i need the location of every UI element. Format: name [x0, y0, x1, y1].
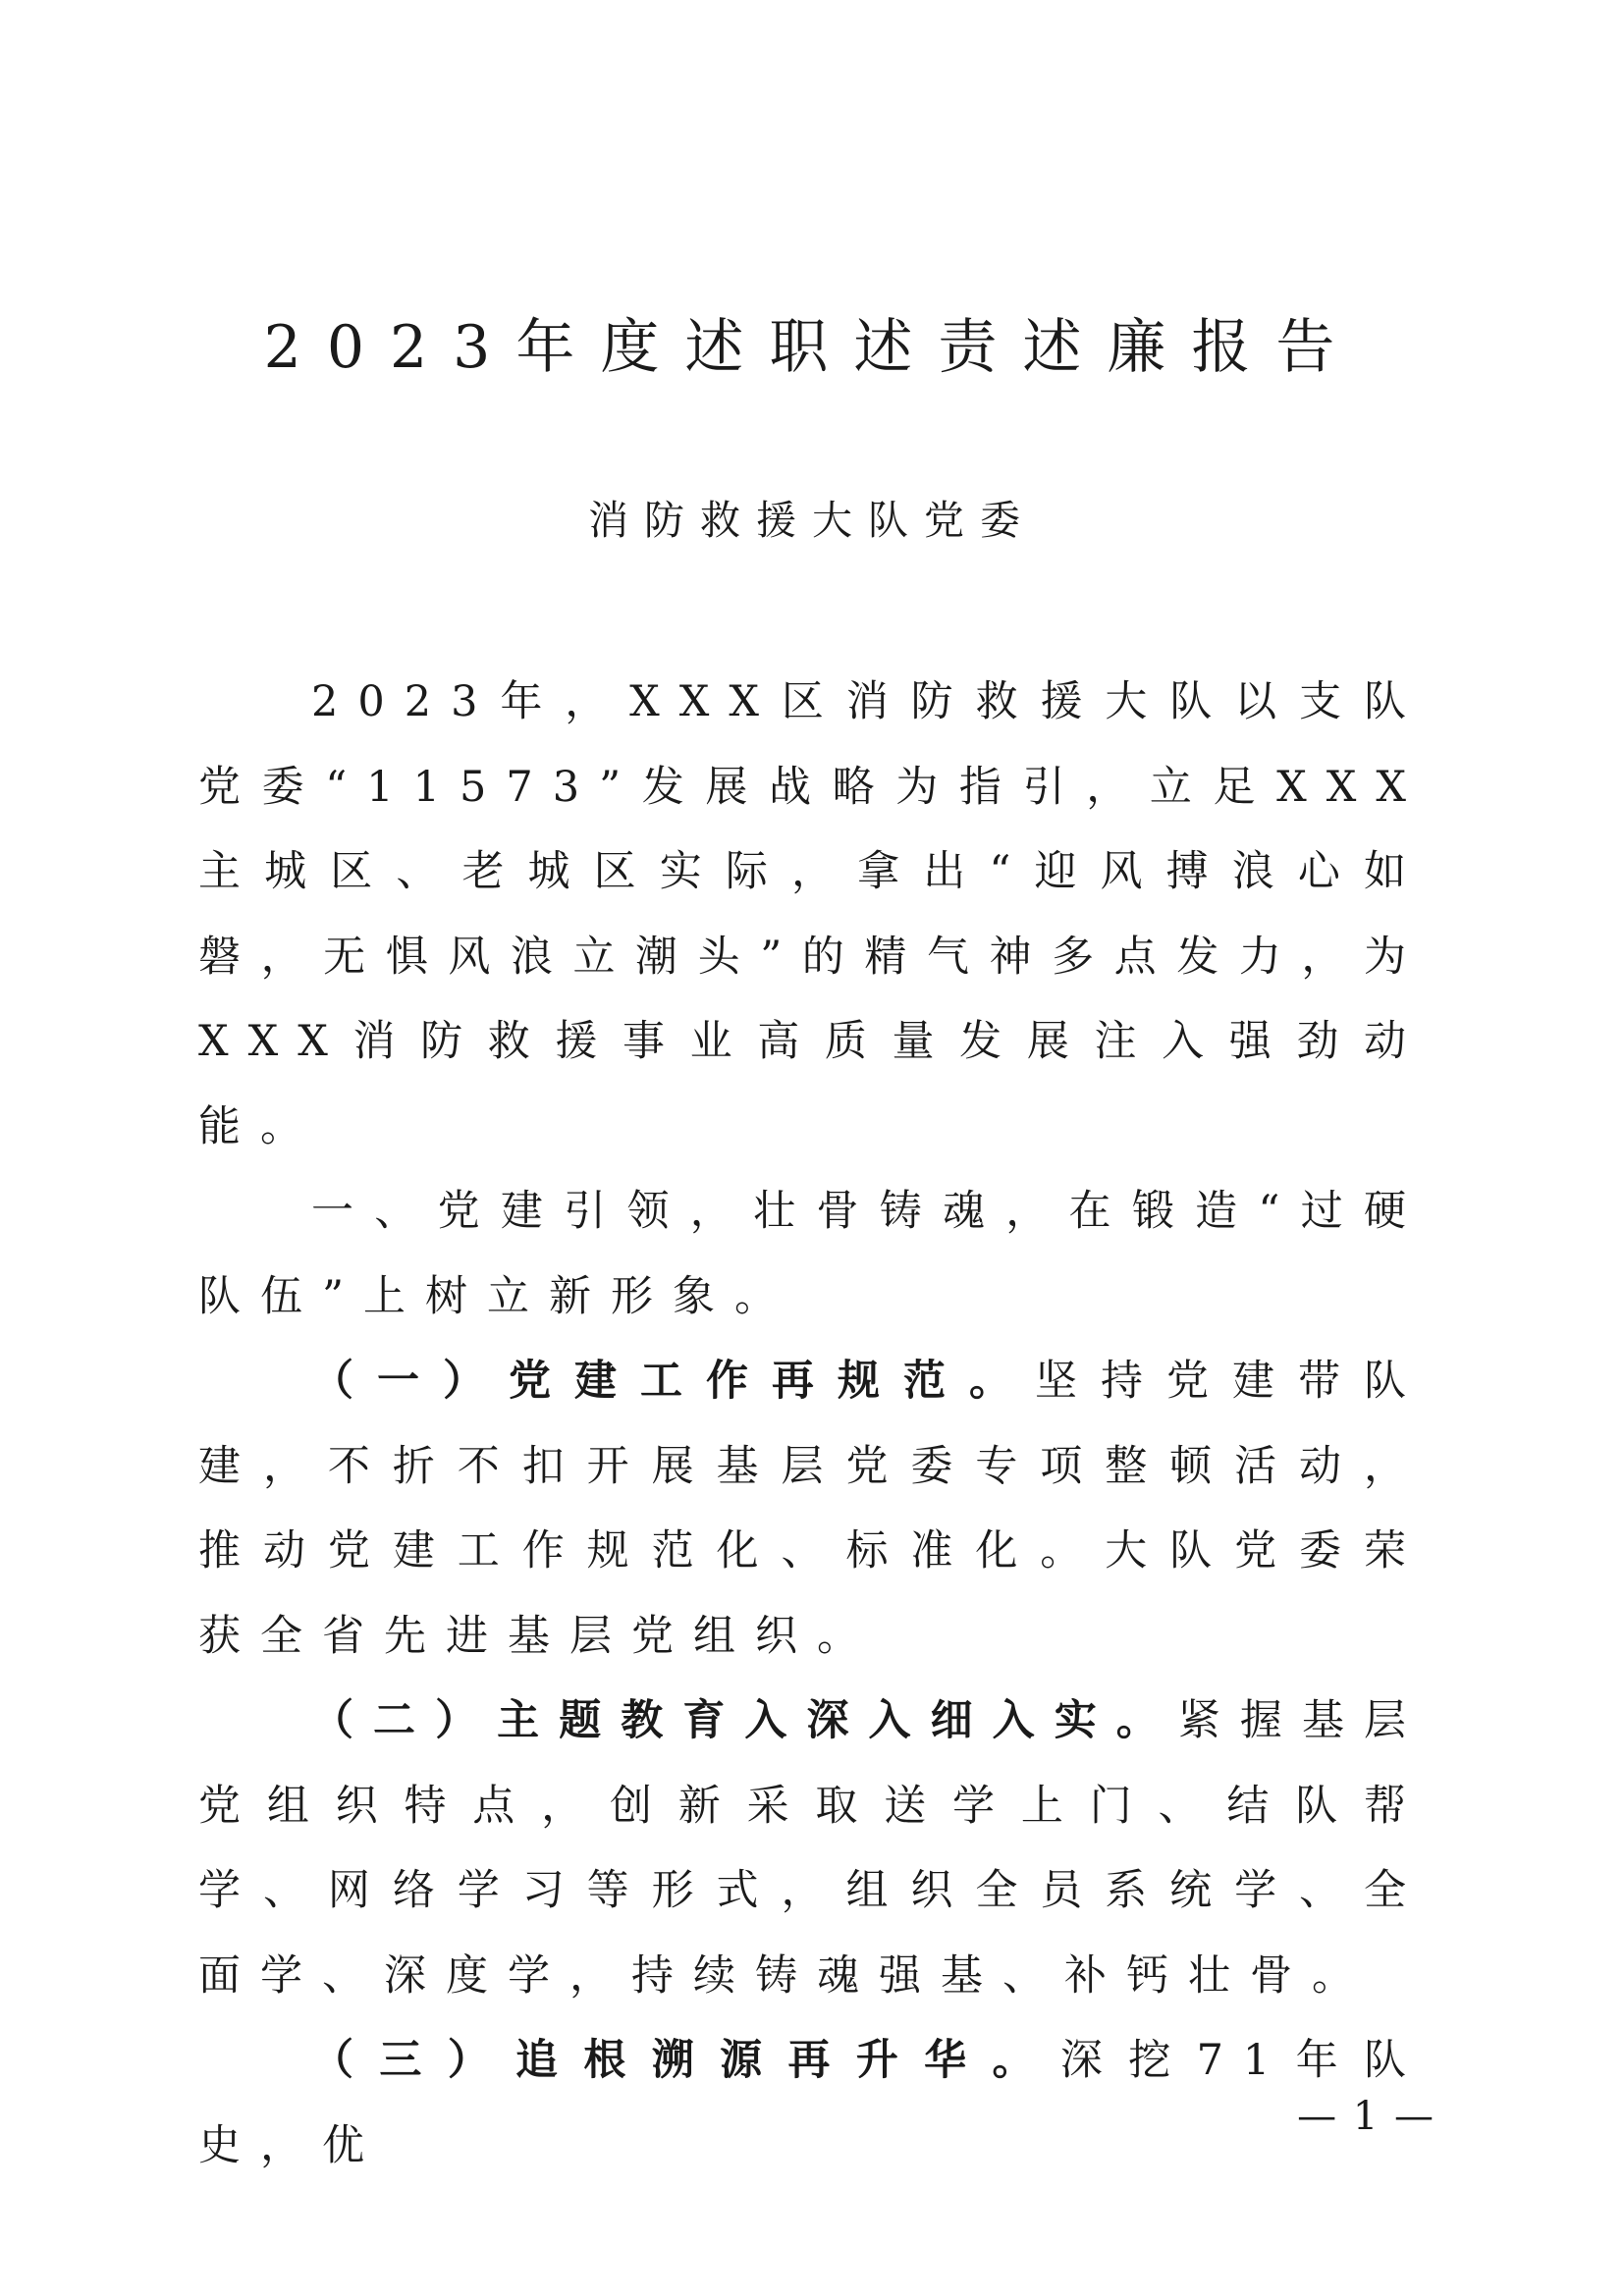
item-paragraph-2 [198, 1679, 1426, 2018]
document-subtitle: 消防救援大队党委 [588, 497, 1036, 544]
item-heading-2: （二）主题教育入深入细入实。 [311, 1696, 1178, 1745]
item-paragraph-3 [198, 2018, 1426, 2188]
item-paragraph-1 [198, 1339, 1426, 1679]
document-body [198, 660, 1426, 2188]
document-title: 2023年度述职述责述廉报告 [263, 313, 1361, 382]
item-text-1: 坚持党建带队建，不折不扣开展基层党委专项整顿活动，推动党建工作规范化、标准化。大队党委荣获全省先进基层党组织。 [198, 1357, 1426, 1661]
intro-paragraph: 2023年，XXX区消防救援大队以支队党委“11573”发展战略为指引，立足XXX主城区、老城区实际，拿出“迎风搏浪心如磐，无惧风浪立潮头”的精气神多点发力，为XXX消防救援事业高质量发展注入强劲动能。 [198, 677, 1426, 1151]
item-text-2: 紧握基层党组织特点，创新采取送学上门、结队帮学、网络学习等形式，组织全员系统学、全面学、深度学，持续铸魂强基、补钙壮骨。 [198, 1696, 1427, 2001]
item-heading-1: （一）党建工作再规范。 [311, 1357, 1035, 1406]
page-number: — 1 — [1297, 2094, 1435, 2139]
section-heading: 一、党建引领，壮骨铸魂，在锻造“过硬队伍”上树立新形象。 [198, 1187, 1426, 1321]
item-heading-3: （三）追根溯源再升华。 [311, 2036, 1060, 2085]
item-text-3: 深挖71年队史，优 [198, 2036, 1426, 2170]
